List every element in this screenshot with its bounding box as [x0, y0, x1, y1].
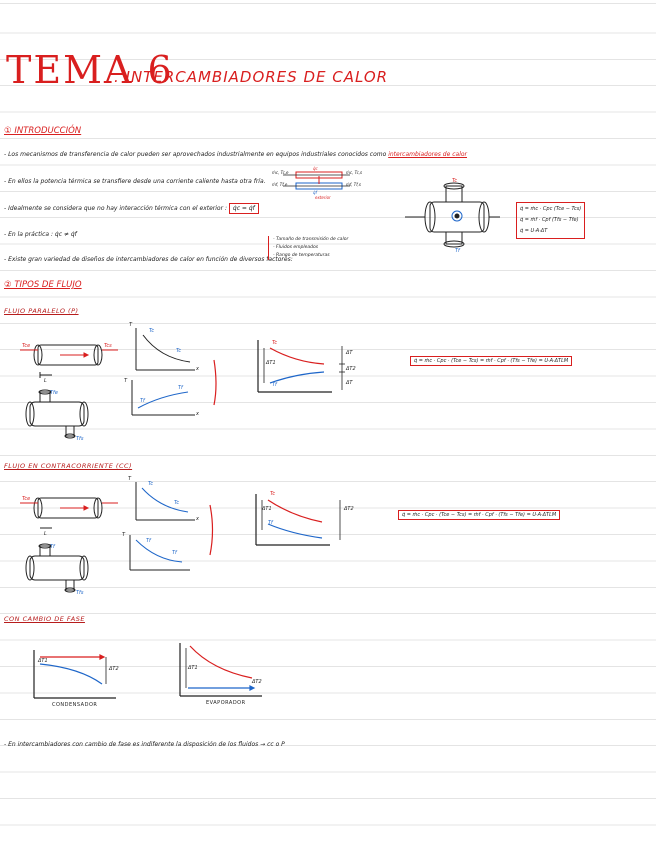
pl-g1-tc: Tc: [149, 328, 155, 334]
cc-g2-tf2: Tf: [172, 550, 177, 556]
cc-axis-x1: x: [196, 516, 199, 522]
label-tf: Tf: [455, 248, 460, 254]
intro-line-5: - Existe gran variedad de diseños de intercambiadores de calor en función de diversos factores:: [4, 256, 293, 263]
pl-g2-tf2: Tf: [178, 385, 183, 391]
cc-g2-tf: Tf: [146, 538, 151, 544]
pl-length: L: [44, 378, 47, 384]
intro-line-3-text: - Idealmente se considera que no hay interacción térmica con el exterior :: [4, 205, 227, 212]
evaporator-label: EVAPORADOR: [206, 700, 246, 706]
cc-g1-tc: Tc: [148, 481, 154, 487]
cc-c-tc: Tc: [270, 491, 276, 497]
cc-axis-t2: T: [122, 532, 126, 538]
ideal-balance-box: q̇c = q̇f: [229, 203, 259, 214]
flow-heading: ② TIPOS DE FLUJO: [4, 280, 82, 290]
intro-line-4: - En la práctica : q̇c ≠ q̇f: [4, 231, 77, 238]
condenser-label: CONDENSADOR: [52, 702, 98, 708]
label-cold-out: ṁf, Tf,s: [346, 182, 361, 187]
label-exterior: exterior: [315, 195, 331, 200]
counter-title: FLUJO EN CONTRACORRIENTE (CC): [4, 462, 133, 470]
pl-axis-t1: T: [129, 322, 133, 328]
factor-item: - Fluidos empleados: [273, 245, 319, 250]
footer-note: - En intercambiadores con cambio de fase es indiferente la disposición de los fluidos → cc o P: [4, 741, 285, 748]
eq-hot: q̇ = ṁc · Cpc (Tce − Tcs): [520, 206, 582, 212]
cc-tce: Tce: [22, 496, 31, 502]
label-cold-in: ṁf, Tf,e: [272, 182, 288, 187]
intro-heading: ① INTRODUCCIÓN: [4, 126, 82, 136]
pl-tfe: Tfe: [50, 390, 58, 396]
parallel-equation-box: q̇ = ṁc · Cpc · (Tce − Tcs) = ṁf · Cpf · (Tfs − Tfe) = U·A·ΔTLM: [410, 356, 572, 366]
cc-c-dt1: ΔT1: [262, 506, 272, 512]
cc-c-tf: Tf: [268, 520, 273, 526]
evap-dt1: ΔT1: [188, 665, 198, 671]
evap-dt2: ΔT2: [252, 679, 262, 685]
label-hot-in: ṁc, Tc,e: [272, 170, 289, 175]
page-subtitle: . INTERCAMBIADORES DE CALOR: [114, 68, 389, 86]
label-tc: Tc: [452, 178, 458, 184]
pl-g1-tc2: Tc: [176, 348, 182, 354]
pl-c-tf: Tf: [272, 382, 277, 388]
cc-axis-t1: T: [128, 476, 132, 482]
eq-ua: q̇ = U·A·ΔT: [520, 228, 548, 234]
cond-dt2: ΔT2: [109, 666, 119, 672]
intro-highlight: intercambiadores de calor: [388, 151, 467, 158]
intro-line-1-text: - Los mecanismos de transferencia de calor pueden ser aprovechados industrialmente en equipos industriales conocidos como: [4, 151, 387, 158]
factor-item: - Tamaño de transmisión de calor: [273, 237, 349, 242]
cc-length: L: [44, 531, 47, 537]
cond-dt1: ΔT1: [38, 658, 48, 664]
cc-tf-top: Tf: [50, 544, 55, 550]
factor-item: - Rango de temperaturas: [273, 253, 330, 258]
pl-axis-x2: x: [196, 411, 199, 417]
parallel-title: FLUJO PARALELO (P): [4, 307, 79, 315]
pl-c-dt1: ΔT1: [266, 360, 276, 366]
eq-cold: q̇ = ṁf · Cpf (Tfs − Tfe): [520, 217, 579, 223]
pl-tfs: Tfs: [76, 436, 84, 442]
counter-equation-box: q̇ = ṁc · Cpc · (Tce − Tcs) = ṁf · Cpf · (Tfs − Tfe) = U·A·ΔTLM: [398, 510, 560, 520]
cc-c-dt2: ΔT2: [344, 506, 354, 512]
page-title: TEMA 6: [6, 48, 174, 92]
label-qf: q̇f: [313, 190, 317, 195]
cc-g1-tc2: Tc: [174, 500, 180, 506]
pl-tce: Tce: [22, 343, 31, 349]
pl-tcs: Tcs: [104, 343, 112, 349]
label-qc: q̇c: [313, 166, 318, 171]
pl-g2-tf: Tf: [140, 398, 145, 404]
pl-axis-t2: T: [124, 378, 128, 384]
cc-tfs: Tfs: [76, 590, 84, 596]
phase-title: CON CAMBIO DE FASE: [4, 615, 85, 623]
pl-c-dt3: ΔT: [346, 380, 353, 386]
intro-line-2: - En ellos la potencia térmica se transfiere desde una corriente caliente hasta otra fría.: [4, 178, 266, 185]
pl-c-dt2: ΔT2: [346, 366, 356, 372]
pl-axis-x1: x: [196, 366, 199, 372]
label-hot-out: ṁc, Tc,s: [346, 170, 363, 175]
pl-c-dt: ΔT: [346, 350, 353, 356]
pl-c-tc: Tc: [272, 340, 278, 346]
